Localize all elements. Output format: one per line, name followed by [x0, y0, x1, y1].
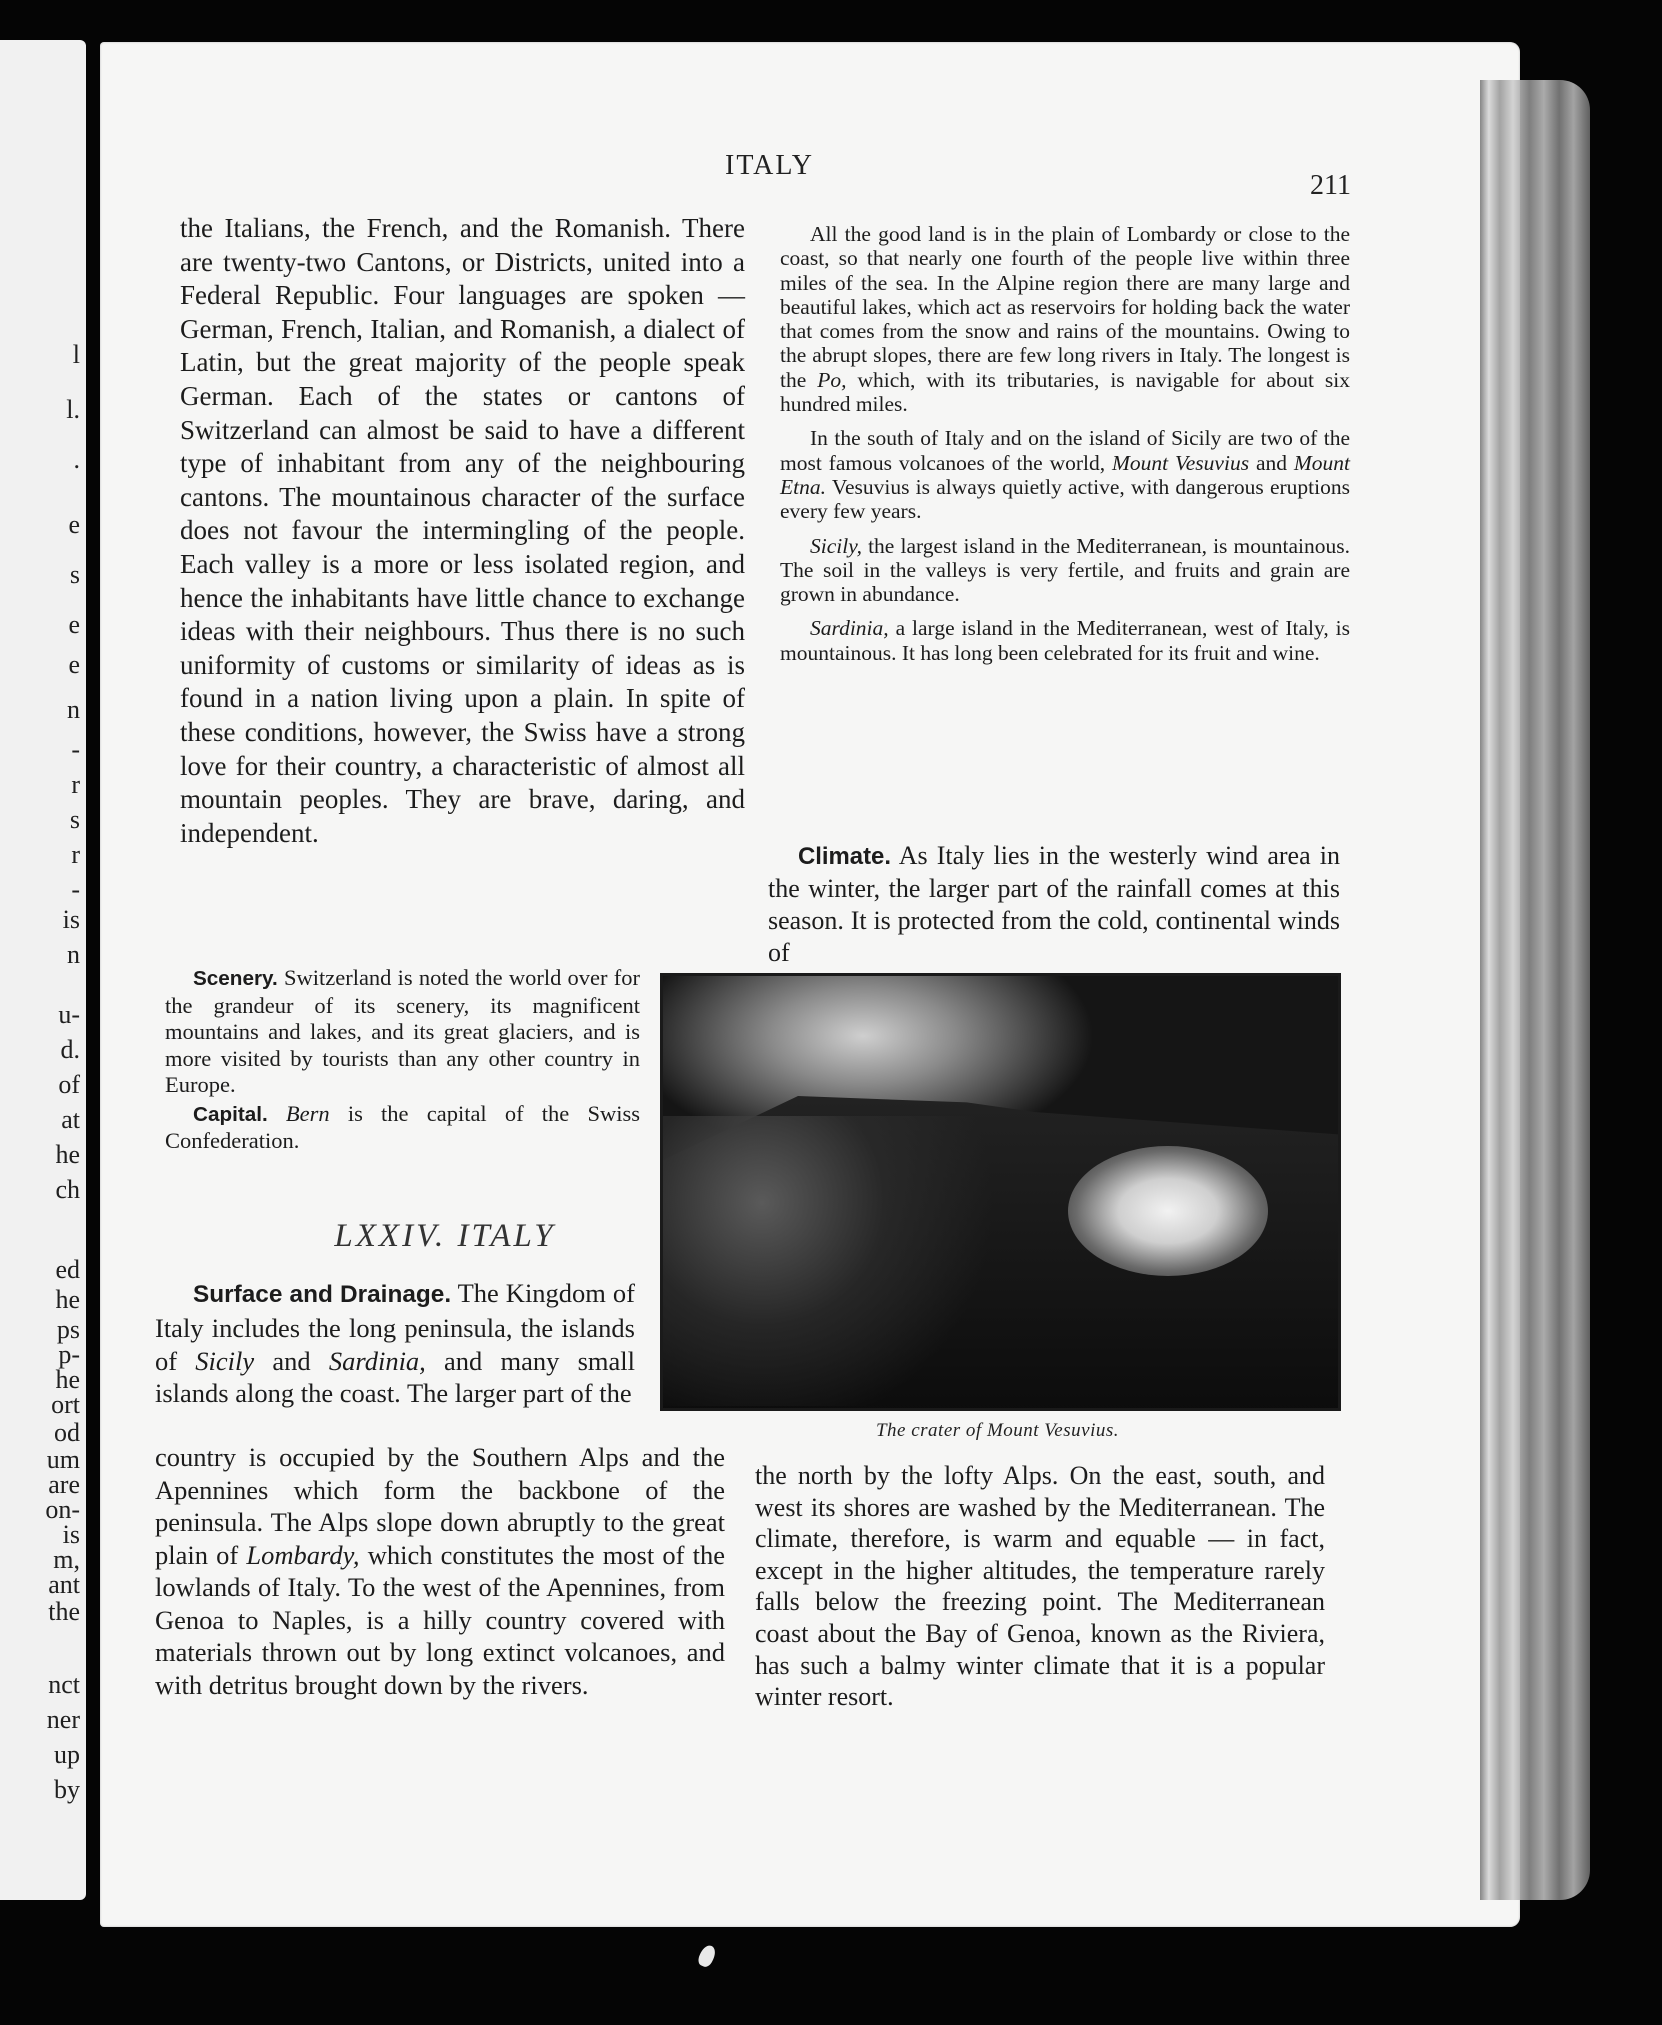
facing-page-text-fragment: s — [69, 560, 80, 589]
facing-page-text-fragment: n — [67, 695, 80, 724]
climate-paragraph-start — [768, 840, 1340, 969]
volcanoes-paragraph — [780, 426, 1350, 523]
lombardy-text: All the good land is in the plain of Lombardy or close to the coast, so that nearly one fourth of the people live within three miles of the sea. In the Alpine region there are many large and beautiful lakes, which act as reservoirs for holding back the water that comes from the snow and rains of the mountains. Owing to the abrupt slopes, there are few long rivers in Italy. The longest is the — [780, 222, 1350, 392]
scan-speck — [696, 1943, 718, 1969]
lombardy-paragraph — [780, 222, 1350, 416]
facing-page-text-fragment: at — [61, 1105, 80, 1134]
facing-page-text-fragment: n — [67, 940, 80, 969]
chapter-title: LXXIV. ITALY — [334, 1218, 556, 1254]
facing-page-text-fragment: p- — [58, 1340, 80, 1369]
capital-paragraph — [165, 1101, 640, 1155]
surface-paragraph-continued — [155, 1441, 725, 1701]
volcanoes-text-end: Vesuvius is always quietly active, with dangerous eruptions every few years. — [780, 474, 1350, 524]
scenery-capital-block — [165, 965, 640, 1155]
surface-text-2: and many small islands along the coast. The larger part of the — [155, 1345, 636, 1409]
surface-text-4: which constitutes the most of the lowlands of Italy. To the west of the Apennines, from Genoa to Naples, is a hilly country covered with materials thrown out by long extinct volcanoes, and with detritus brought down by the rivers. — [155, 1539, 726, 1700]
facing-page-text-fragment: on- — [45, 1495, 80, 1524]
facing-page-edge — [0, 40, 86, 1900]
vesuvius-crater-photo — [660, 973, 1341, 1411]
facing-page-text-fragment: is — [62, 905, 80, 934]
facing-page-text-fragment: d. — [60, 1035, 80, 1064]
facing-page-text-fragment: he — [55, 1365, 80, 1394]
facing-page-text-fragment: he — [55, 1285, 80, 1314]
surface-text-3: country is occupied by the Southern Alps and the Apennines which form the backbone of the peninsula. The Alps slope down abruptly to the great plain of — [155, 1442, 725, 1570]
facing-page-text-fragment: nct — [48, 1670, 80, 1699]
surface-heading: Surface and Drainage. — [193, 1281, 452, 1308]
surface-paragraph-start — [155, 1277, 635, 1410]
facing-page-text-fragment: the — [48, 1597, 80, 1626]
facing-page-text-fragment: he — [55, 1140, 80, 1169]
facing-page-text-fragment: e — [68, 510, 80, 539]
surface-lombardy: Lombardy, — [246, 1539, 360, 1570]
facing-page-text-fragment: ant — [48, 1570, 80, 1599]
facing-page-text-fragment: m, — [53, 1545, 80, 1574]
running-head: ITALY — [725, 150, 814, 181]
intro-text: the Italians, the French, and the Romanish. There are twenty-two Cantons, or Districts, united into a Federal Republic. Four languages are spoken — German, French, Italian, and Romanish, a dialect of Latin, but the great majority of the people speak German. Each of the states or cantons of Switzerland can almost be said to have a different type of inhabitant from any of the neighbouring cantons. The mountainous character of the surface does not favour the intermingling of the people. Each valley is a more or less isolated region, and hence the inhabitants have little chance to exchange ideas with their neighbours. Thus there is no such uniformity of customs or similarity of ideas as is found in a nation living upon a plain. In spite of these conditions, however, the Swiss have a strong love for their country, a characteristic of almost all mountain peoples. They are brave, daring, and independent. — [180, 213, 745, 848]
capital-heading: Capital. — [193, 1102, 268, 1126]
facing-page-text-fragment: u- — [58, 1000, 80, 1029]
facing-page-text-fragment: ps — [56, 1315, 80, 1344]
facing-page-text-fragment: od — [54, 1418, 80, 1447]
surface-sardinia: Sardinia, — [328, 1345, 426, 1376]
facing-page-text-fragment: . — [73, 445, 80, 474]
facing-page-text-fragment: r — [71, 770, 80, 799]
scenery-paragraph — [165, 965, 640, 1099]
facing-page-text-fragment: up — [54, 1740, 80, 1769]
volcanoes-and: and — [1255, 450, 1287, 475]
facing-page-text-fragment: l — [72, 340, 80, 369]
facing-page-text-fragment: by — [54, 1775, 80, 1804]
climate-text-2: the north by the lofty Alps. On the east, south, and west its shores are washed by the Mediterranean. The climate, therefore, is warm and equable — in fact, except in the higher altitudes, the temperature rarely falls below the freezing point. The Mediterranean coast about the Bay of Genoa, known as the Riviera, has such a balmy winter climate that it is a popular winter resort. — [755, 1461, 1325, 1712]
facing-page-text-fragment: ner — [46, 1705, 80, 1734]
facing-page-text-fragment: of — [58, 1070, 80, 1099]
facing-page-text-fragment: l. — [66, 395, 80, 424]
right-column-top — [780, 222, 1350, 665]
sardinia-text: a large island in the Mediterranean, west of Italy, is mountainous. It has long been celebrated for its fruit and wine. — [780, 616, 1351, 665]
photo-rocks — [663, 1116, 993, 1406]
vesuvius-name: Mount Vesuvius — [1112, 450, 1250, 475]
climate-paragraph-continued — [755, 1460, 1325, 1713]
sicily-paragraph — [780, 534, 1350, 607]
facing-page-text-fragment: r — [71, 840, 80, 869]
climate-text-1: As Italy lies in the westerly wind area in the winter, the larger part of the rainfall comes at this season. It is protected from the cold, continental winds of — [768, 841, 1340, 967]
sardinia-paragraph — [780, 616, 1350, 665]
facing-page-text-fragment: are — [48, 1470, 80, 1499]
sardinia-name: Sardinia, — [810, 616, 889, 641]
surface-and: and — [272, 1345, 311, 1376]
etna-name: Mount Etna. — [780, 450, 1350, 499]
capital-text: is the capital of the Swiss Confederation. — [165, 1100, 641, 1153]
facing-page-text-fragment: s — [69, 805, 80, 834]
book-spine-edge — [1480, 80, 1590, 1900]
sicily-text: the largest island in the Mediterranean, is mountainous. The soil in the valleys is very fertile, and fruits and grain are grown in abundance. — [780, 533, 1350, 607]
facing-page-text-fragment: e — [68, 650, 80, 679]
figure-caption: The crater of Mount Vesuvius. — [875, 1420, 1119, 1441]
capital-city: Bern — [285, 1100, 330, 1126]
facing-page-text-fragment: um — [46, 1445, 80, 1474]
po-river: Po, — [817, 367, 847, 392]
facing-page-text-fragment: ort — [51, 1390, 80, 1419]
facing-page-text-fragment: - — [71, 875, 80, 904]
facing-page-text-fragment: ch — [55, 1175, 80, 1204]
page-number: 211 — [1310, 170, 1351, 201]
climate-heading: Climate. — [798, 843, 891, 870]
photo-steam-cloud — [1068, 1146, 1268, 1276]
surface-text-1: The Kingdom of Italy includes the long peninsula, the islands of — [155, 1278, 635, 1376]
facing-page-text-fragment: - — [71, 735, 80, 764]
swiss-intro-paragraph — [180, 212, 745, 850]
lombardy-text-end: which, with its tributaries, is navigable for about six hundred miles. — [780, 367, 1351, 417]
facing-page-text-fragment: e — [68, 610, 80, 639]
sicily-name: Sicily, — [810, 533, 862, 558]
scenery-text: Switzerland is noted the world over for the grandeur of its scenery, its magnificent mountains and lakes, and its great glaciers, and is more visited by tourists than any other country in Europe. — [165, 965, 640, 1097]
surface-sicily: Sicily — [195, 1345, 255, 1376]
facing-page-text-fragment: ed — [55, 1255, 80, 1284]
volcanoes-text: In the south of Italy and on the island of Sicily are two of the most famous volcanoes of the world, — [780, 426, 1350, 475]
scenery-heading: Scenery. — [193, 967, 278, 990]
facing-page-text-fragment: is — [62, 1520, 80, 1549]
